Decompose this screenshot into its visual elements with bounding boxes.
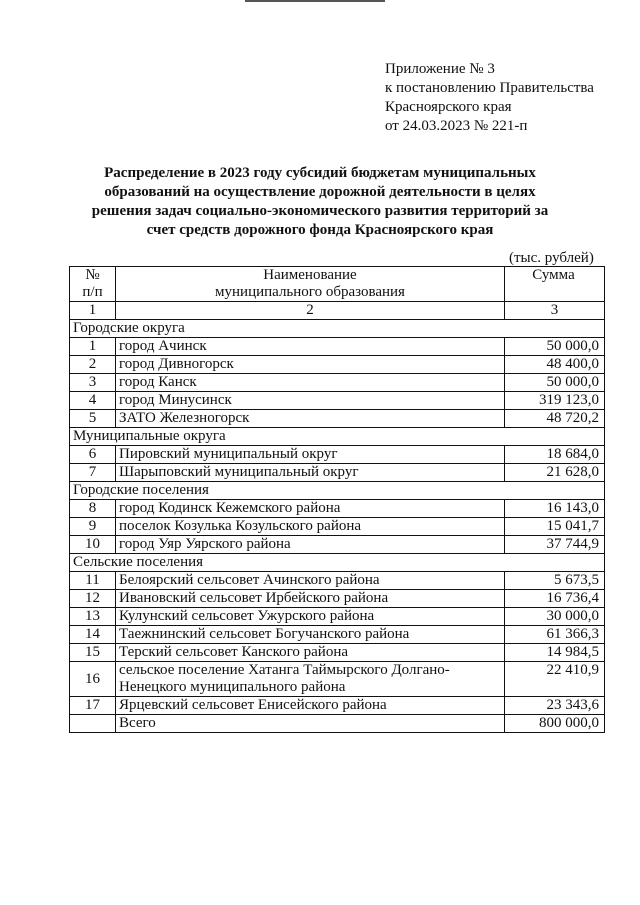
section-title: Сельские поселения xyxy=(70,554,605,572)
total-empty-cell xyxy=(70,715,116,733)
row-number: 10 xyxy=(70,536,116,554)
table-row xyxy=(70,608,605,626)
row-name: Кулунский сельсовет Ужурского района xyxy=(116,608,505,626)
row-sum: 16 143,0 xyxy=(505,500,605,518)
row-sum: 23 343,6 xyxy=(505,697,605,715)
row-sum: 61 366,3 xyxy=(505,626,605,644)
header-sum: Сумма xyxy=(505,267,605,302)
table-row xyxy=(70,572,605,590)
column-number-1: 1 xyxy=(70,302,116,320)
appendix-block xyxy=(385,60,594,136)
header-name-line1: Наименование xyxy=(263,267,357,283)
table-row xyxy=(70,662,605,697)
scan-top-mark xyxy=(245,0,385,2)
appendix-date: от 24.03.2023 № 221-п xyxy=(385,118,528,134)
table-row xyxy=(70,356,605,374)
header-number-line2: п/п xyxy=(82,284,103,300)
table-row xyxy=(70,536,605,554)
row-number: 1 xyxy=(70,338,116,356)
table-row xyxy=(70,446,605,464)
units-label: (тыс. рублей) xyxy=(509,250,594,266)
table-row xyxy=(70,590,605,608)
row-name: город Уяр Уярского района xyxy=(116,536,505,554)
row-sum: 319 123,0 xyxy=(505,392,605,410)
header-number-line1: № xyxy=(85,267,100,283)
row-number: 15 xyxy=(70,644,116,662)
row-number: 13 xyxy=(70,608,116,626)
header-number xyxy=(70,267,116,302)
subsidy-table xyxy=(69,266,605,733)
row-sum: 50 000,0 xyxy=(505,374,605,392)
column-numbers-row xyxy=(70,302,605,320)
table-row xyxy=(70,626,605,644)
header-row xyxy=(70,267,605,302)
row-sum: 16 736,4 xyxy=(505,590,605,608)
row-name: город Ачинск xyxy=(116,338,505,356)
row-number: 14 xyxy=(70,626,116,644)
row-number: 2 xyxy=(70,356,116,374)
section-title: Городские округа xyxy=(70,320,605,338)
row-name: город Дивногорск xyxy=(116,356,505,374)
row-name: Таежнинский сельсовет Богучанского района xyxy=(116,626,505,644)
row-name: Ивановский сельсовет Ирбейского района xyxy=(116,590,505,608)
appendix-number: Приложение № 3 xyxy=(385,61,495,77)
row-number: 16 xyxy=(70,662,116,697)
row-sum: 48 720,2 xyxy=(505,410,605,428)
row-name: город Минусинск xyxy=(116,392,505,410)
appendix-resolution: к постановлению Правительства xyxy=(385,80,594,96)
row-sum: 48 400,0 xyxy=(505,356,605,374)
column-number-3: 3 xyxy=(505,302,605,320)
row-number: 9 xyxy=(70,518,116,536)
section-title: Муниципальные округа xyxy=(70,428,605,446)
table-row xyxy=(70,392,605,410)
table-row xyxy=(70,697,605,715)
section-row xyxy=(70,320,605,338)
row-sum: 50 000,0 xyxy=(505,338,605,356)
row-name: город Кодинск Кежемского района xyxy=(116,500,505,518)
row-name: поселок Козулька Козульского района xyxy=(116,518,505,536)
row-number: 17 xyxy=(70,697,116,715)
table-row xyxy=(70,518,605,536)
row-sum: 21 628,0 xyxy=(505,464,605,482)
row-number: 12 xyxy=(70,590,116,608)
row-name: Ярцевский сельсовет Енисейского района xyxy=(116,697,505,715)
row-sum: 22 410,9 xyxy=(505,662,605,697)
row-sum: 14 984,5 xyxy=(505,644,605,662)
row-sum: 18 684,0 xyxy=(505,446,605,464)
total-row xyxy=(70,715,605,733)
section-row xyxy=(70,482,605,500)
row-number: 5 xyxy=(70,410,116,428)
column-number-2: 2 xyxy=(116,302,505,320)
section-row xyxy=(70,428,605,446)
row-name: Пировский муниципальный округ xyxy=(116,446,505,464)
row-sum: 5 673,5 xyxy=(505,572,605,590)
table-row xyxy=(70,500,605,518)
row-number: 6 xyxy=(70,446,116,464)
row-sum: 15 041,7 xyxy=(505,518,605,536)
row-number: 4 xyxy=(70,392,116,410)
header-name xyxy=(116,267,505,302)
header-name-line2: муниципального образования xyxy=(215,284,405,300)
table-row xyxy=(70,464,605,482)
section-row xyxy=(70,554,605,572)
table-row xyxy=(70,410,605,428)
row-sum: 30 000,0 xyxy=(505,608,605,626)
appendix-region: Красноярского края xyxy=(385,99,512,115)
row-name: город Канск xyxy=(116,374,505,392)
row-name: Шарыповский муниципальный округ xyxy=(116,464,505,482)
table-row xyxy=(70,644,605,662)
table-row xyxy=(70,374,605,392)
row-name: Терский сельсовет Канского района xyxy=(116,644,505,662)
row-name: ЗАТО Железногорск xyxy=(116,410,505,428)
row-name: Белоярский сельсовет Ачинского района xyxy=(116,572,505,590)
table-body xyxy=(70,320,605,733)
row-number: 3 xyxy=(70,374,116,392)
table-row xyxy=(70,338,605,356)
document-title: Распределение в 2023 году субсидий бюджетам муниципальных образований на осуществление дорожной деятельности в целях решения задач социально-экономического развития территорий за счет средств дорожного фонда Красноярского края xyxy=(91,165,549,238)
total-label: Всего xyxy=(116,715,505,733)
row-sum: 37 744,9 xyxy=(505,536,605,554)
total-sum: 800 000,0 xyxy=(505,715,605,733)
row-number: 11 xyxy=(70,572,116,590)
section-title: Городские поселения xyxy=(70,482,605,500)
row-number: 7 xyxy=(70,464,116,482)
row-name: сельское поселение Хатанга Таймырского Долгано-Ненецкого муниципального района xyxy=(116,662,505,697)
row-number: 8 xyxy=(70,500,116,518)
